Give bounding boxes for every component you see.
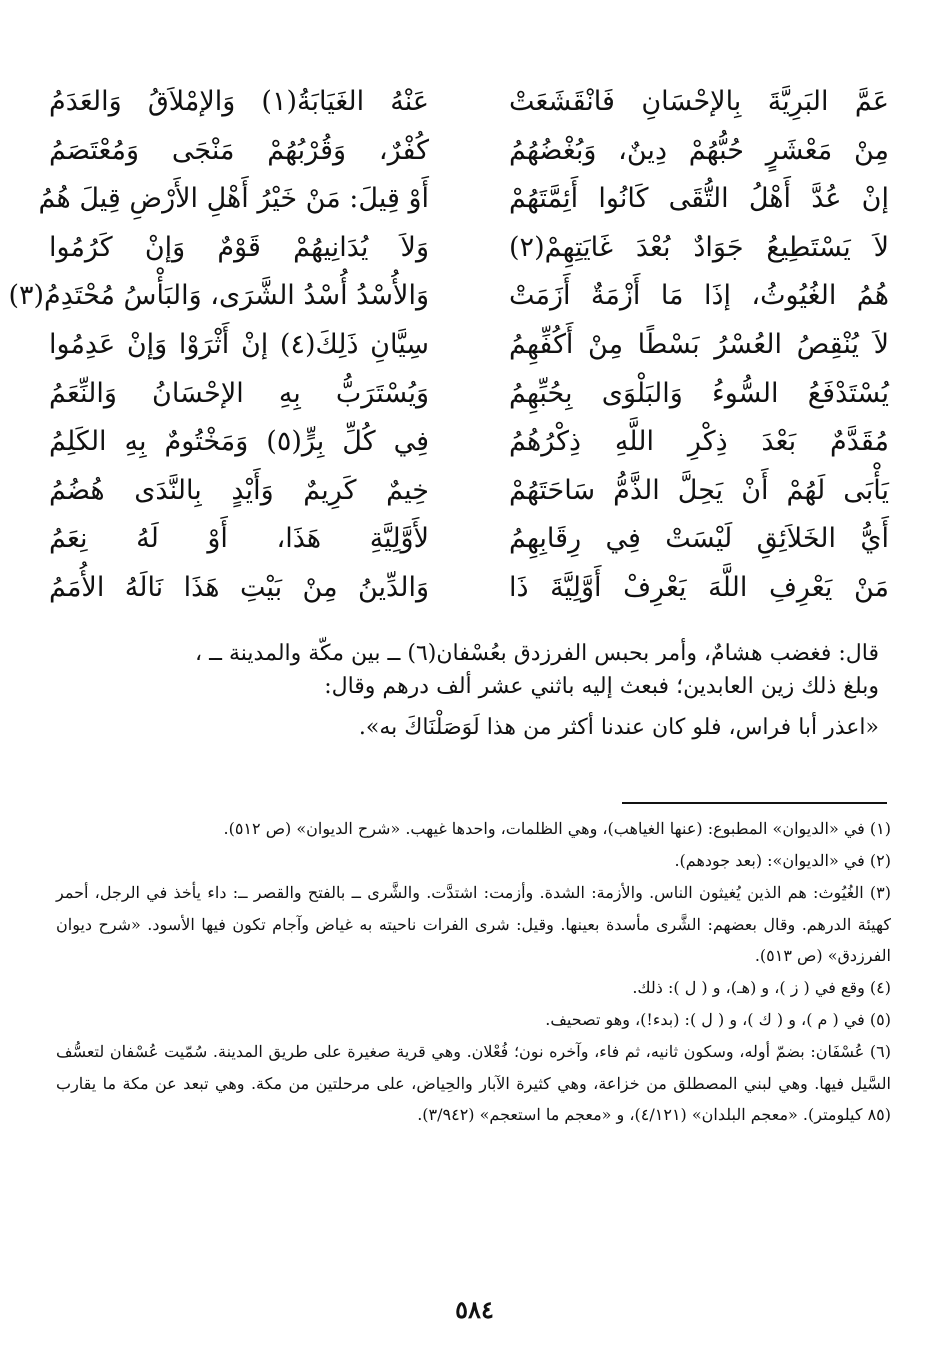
first-hemistich: إنْ عُدَّ أَهْلُ التُّقَى كَانُوا أَئِمَّتَهُمْ xyxy=(509,183,889,215)
footnote: (٣) الغُيُوث: هم الذين يُغيثون الناس. والأزمة: الشدة. وأزمت: اشتدَّت. والشَّرى ــ بالفتح والقصر ــ: داء يأخذ في الرجل، أحمر كهيئة الدرهم. وقال بعضهم: الشَّرى مأسدة بعينها. وقيل: شرى الفرات ناحيته به غياض وآجام تكون فيها الأسود. «شرح ديوان الفرزدق» (ص ٥١٣). xyxy=(56,883,891,965)
second-hemistich: وَيُسْتَرَبُّ بِهِ الإحْسَانُ وَالنِّعَمُ xyxy=(49,377,429,409)
footnote: (١) في «الديوان» المطبوع: (عنها الغياهب)، وهي الظلمات، واحدها غيهب. «شرح الديوان» (ص ٥١٢). xyxy=(223,819,891,838)
verse-line xyxy=(8,272,889,321)
verse-line xyxy=(49,370,889,419)
first-hemistich: هُمُ الغُيُوثُ، إذَا مَا أَزْمَةٌ أَزَمَتْ xyxy=(509,280,889,312)
footnote: (٥) في ( م )، و ( ك )، و ( ل ): (بدء!)، وهو تصحيف. xyxy=(545,1010,891,1030)
verse-line xyxy=(49,78,889,127)
quoted-speech: «اعذر أبا فراس، فلو كان عندنا أكثر من هذا لَوَصَلْنَاكَ به». xyxy=(358,715,879,740)
verse-line xyxy=(49,467,889,516)
footnote: (٦) عُسْفَان: بضمّ أوله، وسكون ثانيه، ثم فاء، وآخره نون؛ فُعْلان. وهي قرية صغيرة على طريق المدينة. سُمّيت عُسْفان لتعسُّف السَّيل فيها. وهي لبني المصطلق من خزاعة، وهي كثيرة الآبار والحِياض، على مرحلتين من مكة. وهي تبعد عن مكة ما يقارب (٨٥ كيلومتر). «معجم البلدان» (٤/١٢١)، و «معجم ما استعجم» (٣/٩٤٢). xyxy=(56,1042,891,1124)
first-hemistich: مِنْ مَعْشَرٍ حُبُّهُمْ دِينٌ، وَبُغْضُهُمُ xyxy=(509,134,889,166)
verse-line xyxy=(49,418,889,467)
second-hemistich: خِيمٌ كَرِيمٌ وَأَيْدٍ بِالنَّدَى هُضُمُ xyxy=(49,474,429,506)
footnote: (٢) في «الديوان»: (بعد جودهم). xyxy=(674,851,891,871)
first-hemistich: عَمَّ البَرِيَّةَ بِالإحْسَانِ فَانْقَشَعَتْ xyxy=(509,86,889,118)
narrative-line: قال: فغضب هشامٌ، وأمر بحبس الفرزدق بعُسْفان(٦) ــ بين مكّة والمدينة ــ ، xyxy=(195,641,879,666)
second-hemistich: وَالأُسْدُ أُسْدُ الشَّرَى، وَالبَأْسُ مُحْتَدِمُ(٣) xyxy=(8,280,429,312)
second-hemistich: لأَوَّلِيَّةِ هَذَا، أَوْ لَهُ نِعَمُ xyxy=(49,523,429,555)
verse-line xyxy=(49,515,889,564)
first-hemistich: لاَ يُنْقِصُ العُسْرُ بَسْطًا مِنْ أَكُفِّهِمُ xyxy=(509,329,889,361)
verse-line xyxy=(38,175,889,224)
second-hemistich: فِي كُلِّ بِرٍّ(٥) وَمَخْتُومٌ بِهِ الكَلِمُ xyxy=(49,426,430,458)
second-hemistich: سِيَّانِ ذَلِكَ(٤) إنْ أَثْرَوْا وَإنْ عَدِمُوا xyxy=(49,329,429,361)
first-hemistich: لاَ يَسْتَطِيعُ جَوَادٌ بُعْدَ غَايَتِهِمْ(٢) xyxy=(509,231,889,263)
verse-line xyxy=(49,564,889,613)
second-hemistich: عَنْهُ الغَيَابَةُ(١) وَالإمْلاَقُ وَالعَدَمُ xyxy=(49,86,430,118)
footnote-separator xyxy=(622,802,887,804)
verse-line xyxy=(49,321,889,370)
second-hemistich: وَالدِّينُ مِنْ بَيْتِ هَذَا نَالَهُ الأُمَمُ xyxy=(49,572,429,604)
verse-line xyxy=(49,224,889,273)
first-hemistich: مَنْ يَعْرِفِ اللَّهَ يَعْرِفْ أَوَّلِيَّةَ ذَا xyxy=(509,572,889,604)
second-hemistich: كُفْرٌ، وَقُرْبُهُمْ مَنْجَى وَمُعْتَصَمُ xyxy=(49,134,429,166)
first-hemistich: يَأْبَى لَهُمْ أَنْ يَحِلَّ الذَّمُّ سَاحَتَهُمْ xyxy=(509,474,889,506)
first-hemistich: أَيُّ الخَلاَئِقِ لَيْسَتْ فِي رِقَابِهِمُ xyxy=(509,523,889,555)
second-hemistich: وَلاَ يُدَانِيهُمْ قَوْمٌ وَإنْ كَرُمُوا xyxy=(49,231,429,263)
page-number: ٥٨٤ xyxy=(455,1295,494,1324)
first-hemistich: يُسْتَدْفَعُ السُّوءُ وَالبَلْوَى بِحُبِّهِمُ xyxy=(509,377,889,409)
first-hemistich: مُقَدَّمٌ بَعْدَ ذِكْرِ اللَّهِ ذِكْرُهُمُ xyxy=(509,426,889,458)
narrative-line: وبلغ ذلك زين العابدين؛ فبعث إليه باثني عشر ألف درهم وقال: xyxy=(324,674,879,699)
verse-line xyxy=(49,127,889,176)
poem-block xyxy=(8,78,889,613)
footnotes xyxy=(56,813,891,1131)
footnote: (٤) وقع في ( ز )، و (هـ)، و ( ل ): ذلك. xyxy=(632,977,891,997)
narrative-paragraph xyxy=(69,637,879,744)
second-hemistich: أَوْ قِيلَ: مَنْ خَيْرُ أَهْلِ الأَرْضِ قِيلَ هُمُ xyxy=(38,183,429,215)
